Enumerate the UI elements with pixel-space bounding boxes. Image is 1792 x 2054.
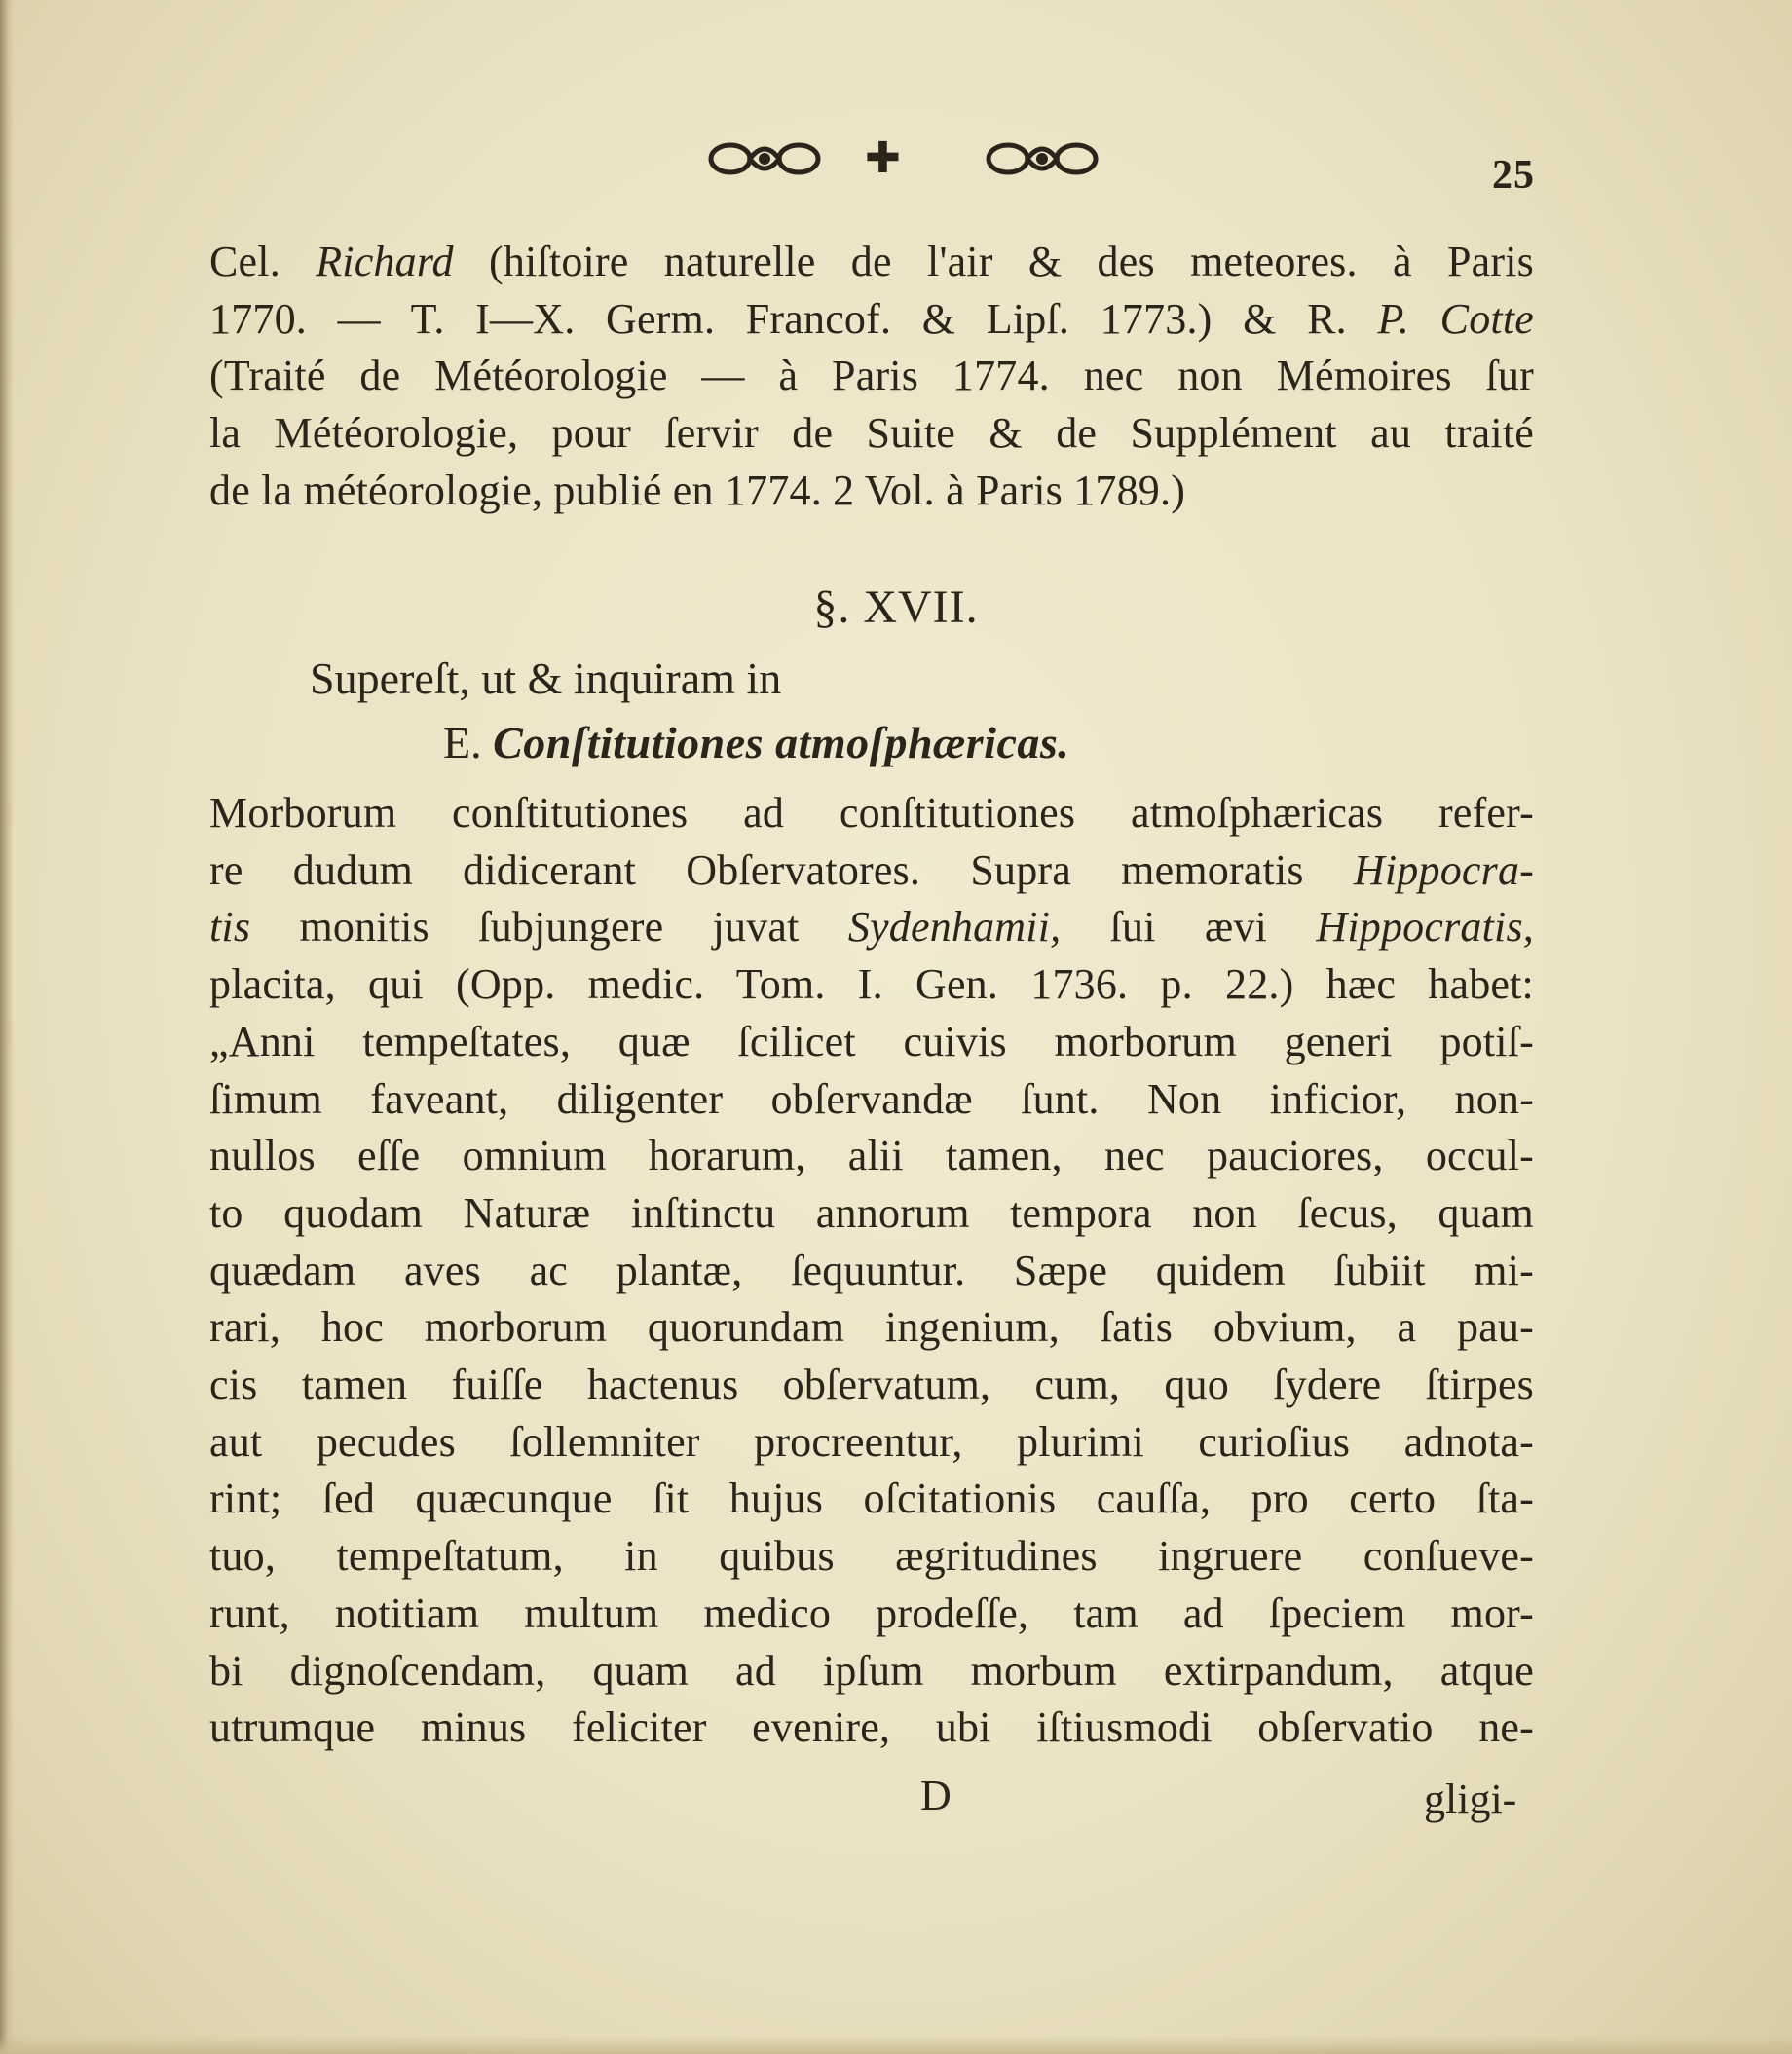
text-line	[209, 1128, 1534, 1185]
text-line	[209, 463, 1534, 520]
page-binding-shadow	[0, 0, 14, 2054]
text-segment: rint; ſed quæcunque ſit hujus oſcitationis cauſſa, pro certo ſta-	[209, 1475, 1534, 1523]
text-segment: „Anni tempeſtates, quæ ſcilicet cuivis morborum generi potiſ-	[209, 1017, 1534, 1065]
text-segment: aut pecudes ſollemniter procreentur, plurimi curioſius adnota-	[209, 1417, 1534, 1466]
text-segment: placita, qui (Opp. medic. Tom. I. Gen. 1736. p. 22.) hæc habet:	[209, 960, 1534, 1009]
subtitle-letter: E.	[443, 718, 482, 767]
text-segment: rari, hoc morborum quorundam ingenium, ſatis obvium, a pau-	[209, 1303, 1534, 1352]
text-segment: tuo, tempeſtatum, in quibus ægritudines ingruere conſueve-	[209, 1532, 1534, 1581]
text-segment: nullos eſſe omnium horarum, alii tamen, nec pauciores, occul-	[209, 1132, 1534, 1180]
text-line	[209, 842, 1534, 900]
italic-segment: P. Cotte	[1377, 294, 1534, 343]
reference-paragraph	[209, 234, 1534, 520]
text-line	[209, 234, 1534, 291]
text-line	[209, 1586, 1534, 1643]
text-line	[209, 405, 1534, 463]
text-line	[209, 291, 1534, 349]
text-line	[209, 1299, 1534, 1357]
text-segment: 1770. — T. I—X. Germ. Francof. & Lipſ. 1773.) & R.	[209, 294, 1378, 343]
text-line	[209, 1528, 1534, 1586]
signature-mark: D	[920, 1772, 952, 1819]
text-line	[209, 899, 1534, 956]
text-line	[209, 1699, 1534, 1757]
text-line	[209, 1414, 1534, 1472]
text-segment: runt, notitiam multum medico prodeſſe, tam ad ſpeciem mor-	[209, 1588, 1534, 1637]
text-line	[209, 1185, 1534, 1243]
page-header	[0, 134, 1792, 198]
section-heading: §. XVII.	[813, 581, 979, 633]
italic-segment: tis	[209, 903, 251, 952]
section-intro-line: Supereſt, ut & inquiram in	[310, 654, 782, 703]
subtitle-title: Conſtitutiones atmoſphæricas.	[493, 718, 1070, 767]
text-line	[209, 1471, 1534, 1528]
text-line	[209, 785, 1534, 842]
text-line	[209, 1014, 1534, 1071]
text-segment: to quodam Naturæ inſtinctu annorum tempora non ſecus, quam	[209, 1188, 1534, 1237]
text-segment: re dudum didicerant Obſervatores. Supra memoratis	[209, 845, 1354, 894]
text-segment: de la météorologie, publié en 1774. 2 Vol. à Paris 1789.)	[209, 466, 1186, 514]
text-line	[209, 1357, 1534, 1414]
text-line	[209, 348, 1534, 405]
text-segment: (Traité de Météorologie — à Paris 1774. nec non Mémoires ſur	[209, 352, 1534, 400]
text-segment: utrumque minus feliciter evenire, ubi iſtiusmodi obſervatio ne-	[209, 1703, 1534, 1752]
italic-segment: Sydenhamii,	[847, 903, 1062, 952]
cross-ornament-icon: ✚	[865, 134, 901, 182]
text-line	[209, 1643, 1534, 1700]
italic-segment: Hippocratis,	[1316, 903, 1534, 952]
italic-segment: Hippocra-	[1353, 845, 1534, 894]
text-segment: cis tamen fuiſſe hactenus obſervatum, cum, quo ſydere ſtirpes	[209, 1361, 1534, 1409]
text-line	[209, 1071, 1534, 1129]
right-ornament-icon	[979, 134, 1105, 183]
text-segment: la Météorologie, pour ſervir de Suite & de Supplément au traité	[209, 409, 1534, 458]
text-segment: (hiſtoire naturelle de l'air & des meteores. à Paris	[453, 238, 1534, 285]
section-subtitle	[443, 717, 1069, 768]
italic-segment: Richard	[316, 238, 454, 285]
text-segment: quædam aves ac plantæ, ſequuntur. Sæpe quidem ſubiit mi-	[209, 1246, 1534, 1294]
text-segment: Cel.	[209, 238, 317, 285]
text-segment: ſimum faveant, diligenter obſervandæ ſunt. Non inficior, non-	[209, 1074, 1534, 1123]
left-ornament-icon	[701, 134, 828, 183]
body-paragraph	[209, 785, 1534, 1757]
text-segment: monitis ſubjungere juvat	[250, 903, 848, 952]
text-segment: Morborum conſtitutiones ad conſtitutiones atmoſphæricas refer-	[209, 789, 1534, 837]
text-segment: ſui ævi	[1061, 903, 1317, 952]
text-line	[209, 1243, 1534, 1300]
page-bottom-shadow	[0, 2036, 1792, 2054]
text-line	[209, 956, 1534, 1014]
page-number: 25	[1492, 153, 1535, 198]
catchword: gligi-	[1424, 1775, 1517, 1823]
text-segment: bi dignoſcendam, quam ad ipſum morbum extirpandum, atque	[209, 1646, 1534, 1695]
